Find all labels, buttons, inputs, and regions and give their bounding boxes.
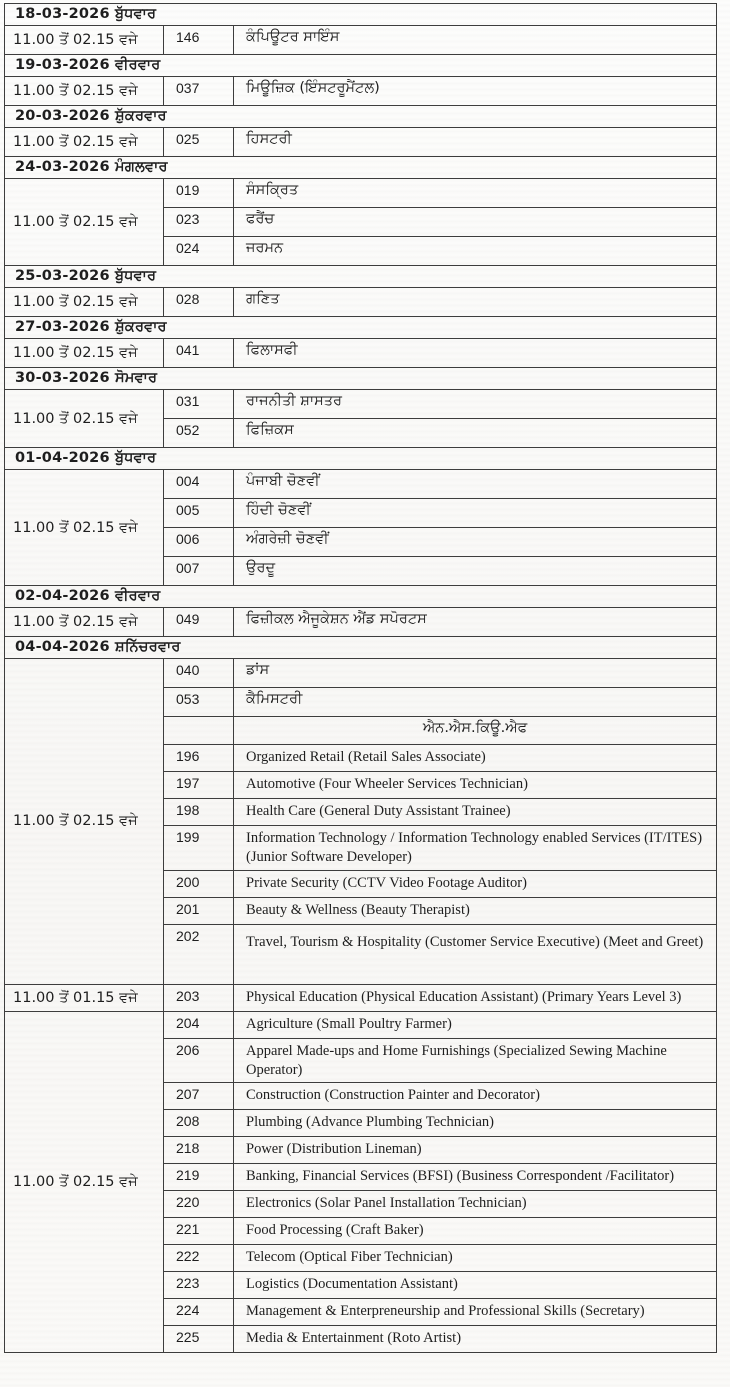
subject-name-cell: Food Processing (Craft Baker) <box>234 1218 717 1245</box>
subject-name-cell: Physical Education (Physical Education Assistant) (Primary Years Level 3) <box>234 984 717 1011</box>
subject-code-cell: 196 <box>164 745 234 772</box>
date-header: 01-04-2026 ਬੁੱਧਵਾਰ <box>5 448 717 470</box>
time-slot-cell: 11.00 ਤੋਂ 01.15 ਵਜੇ <box>5 984 164 1011</box>
subject-name-cell: Electronics (Solar Panel Installation Technician) <box>234 1191 717 1218</box>
subject-code-cell: 049 <box>164 608 234 637</box>
subject-name-cell: ਡਾਂਸ <box>234 659 717 688</box>
subject-code-cell: 224 <box>164 1299 234 1326</box>
subject-code-cell: 004 <box>164 470 234 499</box>
table-row <box>5 128 717 157</box>
subject-code-cell: 225 <box>164 1326 234 1353</box>
time-slot-cell: 11.00 ਤੋਂ 02.15 ਵਜੇ <box>5 339 164 368</box>
time-slot-cell: 11.00 ਤੋਂ 02.15 ਵਜੇ <box>5 179 164 266</box>
time-slot-cell: 11.00 ਤੋਂ 02.15 ਵਜੇ <box>5 470 164 586</box>
table-row <box>5 339 717 368</box>
subject-name-cell: Logistics (Documentation Assistant) <box>234 1272 717 1299</box>
subject-code-cell: 218 <box>164 1137 234 1164</box>
subject-code-cell: 005 <box>164 499 234 528</box>
subject-code-cell: 207 <box>164 1083 234 1110</box>
subject-name-cell: ਫਰੈਂਚ <box>234 208 717 237</box>
subject-code-cell: 203 <box>164 984 234 1011</box>
nsqf-section-label: ਐਨ.ਐਸ.ਕਿਊ.ਐਫ <box>234 717 717 745</box>
subject-name-cell: ਰਾਜਨੀਤੀ ਸ਼ਾਸਤਰ <box>234 390 717 419</box>
subject-code-cell: 220 <box>164 1191 234 1218</box>
subject-name-cell: Beauty & Wellness (Beauty Therapist) <box>234 897 717 924</box>
date-header: 24-03-2026 ਮੰਗਲਵਾਰ <box>5 157 717 179</box>
subject-name-cell: Media & Entertainment (Roto Artist) <box>234 1326 717 1353</box>
subject-name-cell: Travel, Tourism & Hospitality (Customer Service Executive) (Meet and Greet) <box>234 924 717 984</box>
date-header-row <box>5 586 717 608</box>
table-row <box>5 288 717 317</box>
date-header-row <box>5 157 717 179</box>
subject-name-cell: Construction (Construction Painter and Decorator) <box>234 1083 717 1110</box>
date-header-row <box>5 317 717 339</box>
exam-datesheet-table <box>4 3 717 1353</box>
date-header: 19-03-2026 ਵੀਰਵਾਰ <box>5 55 717 77</box>
subject-name-cell: ਹਿੰਦੀ ਚੋਣਵੀਂ <box>234 499 717 528</box>
subject-code-cell: 200 <box>164 870 234 897</box>
subject-name-cell: Plumbing (Advance Plumbing Technician) <box>234 1110 717 1137</box>
date-header: 25-03-2026 ਬੁੱਧਵਾਰ <box>5 266 717 288</box>
subject-name-cell: ਜਰਮਨ <box>234 237 717 266</box>
subject-name-cell: Agriculture (Small Poultry Farmer) <box>234 1011 717 1038</box>
subject-code-cell: 007 <box>164 557 234 586</box>
subject-name-cell: ਸੰਸਕ੍ਰਿਤ <box>234 179 717 208</box>
subject-name-cell: Private Security (CCTV Video Footage Auditor) <box>234 870 717 897</box>
subject-name-cell: ਕੈਮਿਸਟਰੀ <box>234 688 717 717</box>
subject-code-cell: 198 <box>164 799 234 826</box>
date-header-row <box>5 4 717 26</box>
time-slot-cell: 11.00 ਤੋਂ 02.15 ਵਜੇ <box>5 128 164 157</box>
subject-code-cell: 222 <box>164 1245 234 1272</box>
subject-code-cell: 025 <box>164 128 234 157</box>
subject-code-cell <box>164 717 234 745</box>
subject-name-cell: ਅੰਗਰੇਜ਼ੀ ਚੋਣਵੀਂ <box>234 528 717 557</box>
subject-code-cell: 204 <box>164 1011 234 1038</box>
subject-name-cell: ਗਣਿਤ <box>234 288 717 317</box>
subject-name-cell: ਮਿਊਜ਼ਿਕ (ਇੰਸਟਰੂਮੈਂਟਲ) <box>234 77 717 106</box>
subject-name-cell: Health Care (General Duty Assistant Trainee) <box>234 799 717 826</box>
subject-name-cell: ਕੰਪਿਊਟਰ ਸਾਇੰਸ <box>234 26 717 55</box>
date-header: 18-03-2026 ਬੁੱਧਵਾਰ <box>5 4 717 26</box>
subject-name-cell: Management & Enterpreneurship and Professional Skills (Secretary) <box>234 1299 717 1326</box>
time-slot-cell: 11.00 ਤੋਂ 02.15 ਵਜੇ <box>5 77 164 106</box>
subject-name-cell: Automotive (Four Wheeler Services Technician) <box>234 772 717 799</box>
subject-name-cell: Apparel Made-ups and Home Furnishings (Specialized Sewing Machine Operator) <box>234 1038 717 1083</box>
time-slot-cell: 11.00 ਤੋਂ 02.15 ਵਜੇ <box>5 659 164 985</box>
time-slot-cell: 11.00 ਤੋਂ 02.15 ਵਜੇ <box>5 26 164 55</box>
subject-code-cell: 006 <box>164 528 234 557</box>
table-row <box>5 659 717 688</box>
table-row <box>5 984 717 1011</box>
subject-code-cell: 223 <box>164 1272 234 1299</box>
date-header-row <box>5 637 717 659</box>
subject-name-cell: ਹਿਸਟਰੀ <box>234 128 717 157</box>
date-header: 20-03-2026 ਸ਼ੁੱਕਰਵਾਰ <box>5 106 717 128</box>
subject-name-cell: Information Technology / Information Technology enabled Services (IT/ITES) (Junior Software Developer) <box>234 826 717 871</box>
subject-code-cell: 221 <box>164 1218 234 1245</box>
table-row <box>5 26 717 55</box>
date-header: 02-04-2026 ਵੀਰਵਾਰ <box>5 586 717 608</box>
date-header: 04-04-2026 ਸ਼ਨਿੱਚਰਵਾਰ <box>5 637 717 659</box>
date-header-row <box>5 55 717 77</box>
subject-name-cell: Telecom (Optical Fiber Technician) <box>234 1245 717 1272</box>
date-header-row <box>5 266 717 288</box>
subject-code-cell: 041 <box>164 339 234 368</box>
subject-code-cell: 208 <box>164 1110 234 1137</box>
date-header: 27-03-2026 ਸ਼ੁੱਕਰਵਾਰ <box>5 317 717 339</box>
subject-name-cell: ਫਿਜ਼ਿਕਸ <box>234 419 717 448</box>
subject-name-cell: Organized Retail (Retail Sales Associate) <box>234 745 717 772</box>
date-header-row <box>5 368 717 390</box>
subject-name-cell: ਫਿਲਾਸਫੀ <box>234 339 717 368</box>
table-row <box>5 470 717 499</box>
subject-code-cell: 146 <box>164 26 234 55</box>
table-row <box>5 1011 717 1038</box>
time-slot-cell: 11.00 ਤੋਂ 02.15 ਵਜੇ <box>5 288 164 317</box>
time-slot-cell: 11.00 ਤੋਂ 02.15 ਵਜੇ <box>5 390 164 448</box>
subject-code-cell: 040 <box>164 659 234 688</box>
subject-code-cell: 031 <box>164 390 234 419</box>
subject-name-cell: ਫਿਜ਼ੀਕਲ ਐਜੂਕੇਸ਼ਨ ਐਂਡ ਸਪੋਰਟਸ <box>234 608 717 637</box>
subject-name-cell: Power (Distribution Lineman) <box>234 1137 717 1164</box>
time-slot-cell: 11.00 ਤੋਂ 02.15 ਵਜੇ <box>5 1011 164 1353</box>
date-header-row <box>5 448 717 470</box>
subject-code-cell: 028 <box>164 288 234 317</box>
time-slot-cell: 11.00 ਤੋਂ 02.15 ਵਜੇ <box>5 608 164 637</box>
subject-code-cell: 197 <box>164 772 234 799</box>
subject-code-cell: 023 <box>164 208 234 237</box>
subject-code-cell: 199 <box>164 826 234 871</box>
table-row <box>5 179 717 208</box>
subject-code-cell: 202 <box>164 924 234 984</box>
subject-code-cell: 019 <box>164 179 234 208</box>
subject-code-cell: 201 <box>164 897 234 924</box>
subject-code-cell: 052 <box>164 419 234 448</box>
date-header: 30-03-2026 ਸੋਮਵਾਰ <box>5 368 717 390</box>
subject-name-cell: ਉਰਦੂ <box>234 557 717 586</box>
date-header-row <box>5 106 717 128</box>
subject-code-cell: 219 <box>164 1164 234 1191</box>
subject-code-cell: 053 <box>164 688 234 717</box>
subject-code-cell: 037 <box>164 77 234 106</box>
table-row <box>5 77 717 106</box>
table-row <box>5 390 717 419</box>
subject-name-cell: ਪੰਜਾਬੀ ਚੋਣਵੀਂ <box>234 470 717 499</box>
subject-name-cell: Banking, Financial Services (BFSI) (Business Correspondent /Facilitator) <box>234 1164 717 1191</box>
table-row <box>5 608 717 637</box>
subject-code-cell: 024 <box>164 237 234 266</box>
subject-code-cell: 206 <box>164 1038 234 1083</box>
